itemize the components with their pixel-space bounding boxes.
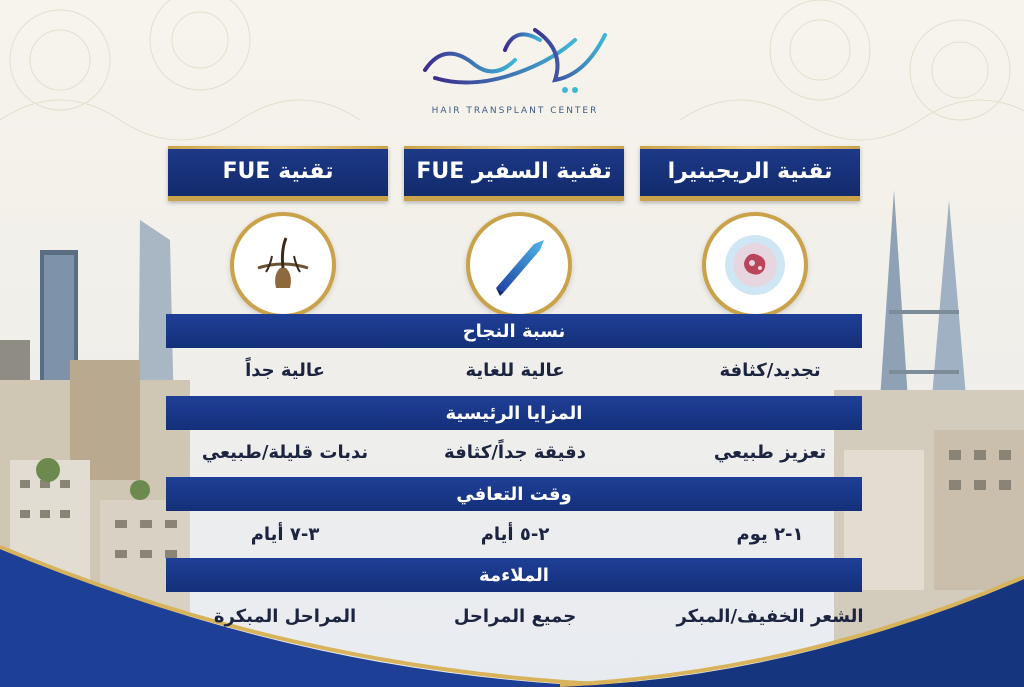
suitability-fue: المراحل المبكرة xyxy=(213,605,357,627)
sapphire-blade-icon xyxy=(484,230,554,300)
section-main-benefits: المزايا الرئيسية xyxy=(166,396,862,430)
logo-subtitle: HAIR TRANSPLANT CENTER xyxy=(431,106,599,116)
hair-follicle-icon xyxy=(248,230,318,300)
sapphire-icon-circle xyxy=(466,212,572,318)
recovery-fue: ٣-٧ أيام xyxy=(250,523,320,545)
follicle-icon-circle xyxy=(230,212,336,318)
recovery-sapphire: ٢-٥ أيام xyxy=(480,523,550,545)
cell-icon-circle xyxy=(702,212,808,318)
suitability-sapphire: جميع المراحل xyxy=(453,605,577,627)
header-fue: تقنية FUE xyxy=(168,146,388,201)
logo xyxy=(410,20,620,130)
suitability-regenera: الشعر الخفيف/المبكر xyxy=(676,605,864,627)
benefits-sapphire: دقيقة جداً/كثافة xyxy=(444,441,586,463)
recovery-regenera: ١-٢ يوم xyxy=(736,523,804,545)
header-regenera: تقنية الريجينيرا xyxy=(640,146,860,201)
success-rate-fue: عالية جداً xyxy=(245,359,325,381)
cell-icon xyxy=(720,230,790,300)
logo-calligraphy-icon xyxy=(415,20,615,100)
section-recovery-time: وقت التعافي xyxy=(166,477,862,511)
benefits-regenera: تعزيز طبيعي xyxy=(713,441,827,463)
benefits-fue: ندبات قليلة/طبيعي xyxy=(201,441,369,463)
header-sapphire-fue: تقنية السفير FUE xyxy=(404,146,624,201)
success-rate-regenera: تجديد/كثافة xyxy=(719,359,821,381)
section-success-rate: نسبة النجاح xyxy=(166,314,862,348)
section-suitability: الملاءمة xyxy=(166,558,862,592)
success-rate-sapphire: عالية للغاية xyxy=(465,359,565,381)
